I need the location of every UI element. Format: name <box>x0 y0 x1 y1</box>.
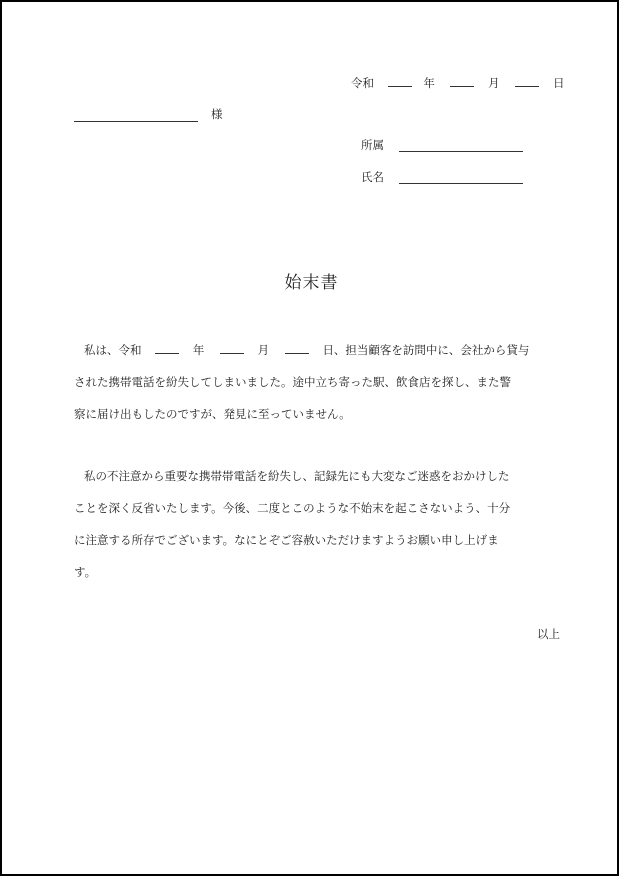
paragraph-2-line-3: に注意する所存でございます。なにとぞご容赦いただけますようお願い申し上げま <box>74 533 499 547</box>
addressee-honorific: 様 <box>211 107 223 121</box>
date-era: 令和 <box>351 76 374 90</box>
date-line <box>351 76 564 90</box>
p1-line1-prefix: 私は、令和 <box>84 343 142 357</box>
p1-month-blank <box>220 343 244 354</box>
p1-month-unit: 月 <box>257 343 270 357</box>
paragraph-2-line-2: ことを深く反省いたします。今後、二度とこのような不始末を起こさないよう、十分 <box>74 501 511 515</box>
paragraph-2-line-1 <box>74 460 554 492</box>
p1-year-blank <box>155 343 179 354</box>
affiliation-label: 所属 <box>361 138 384 152</box>
p1-day-blank <box>285 343 309 354</box>
paragraph-1-line-2: された携帯電話を紛失してしまいました。途中立ち寄った駅、飲食店を探し、また警 <box>74 375 511 389</box>
p1-line1-suffix: 日、担当顧客を訪問中に、会社から貸与 <box>322 343 530 357</box>
p2-line1-text: 私の不注意から重要な携帯帯電話を紛失し、記録先にも大変なご迷惑をおかけした <box>84 469 510 483</box>
date-year-unit: 年 <box>423 76 435 90</box>
paragraph-1-line-3: 察に届け出もしたのですが、発見に至っていません。 <box>74 407 351 421</box>
document-title: 始末書 <box>284 273 339 293</box>
name-label: 氏名 <box>361 170 384 184</box>
addressee-blank <box>74 121 198 122</box>
p1-year-unit: 年 <box>192 343 205 357</box>
date-year-blank <box>388 76 412 87</box>
affiliation-blank <box>399 151 523 152</box>
date-month-blank <box>450 76 474 87</box>
date-month-unit: 月 <box>488 76 500 90</box>
name-blank <box>399 183 523 184</box>
paragraph-1 <box>74 334 554 430</box>
paragraph-2 <box>74 460 554 588</box>
paragraph-1-line-1 <box>74 334 554 366</box>
date-day-blank <box>515 76 539 87</box>
closing-text: 以上 <box>537 627 560 641</box>
paragraph-2-line-4: す。 <box>74 565 97 579</box>
date-day-unit: 日 <box>552 76 565 90</box>
